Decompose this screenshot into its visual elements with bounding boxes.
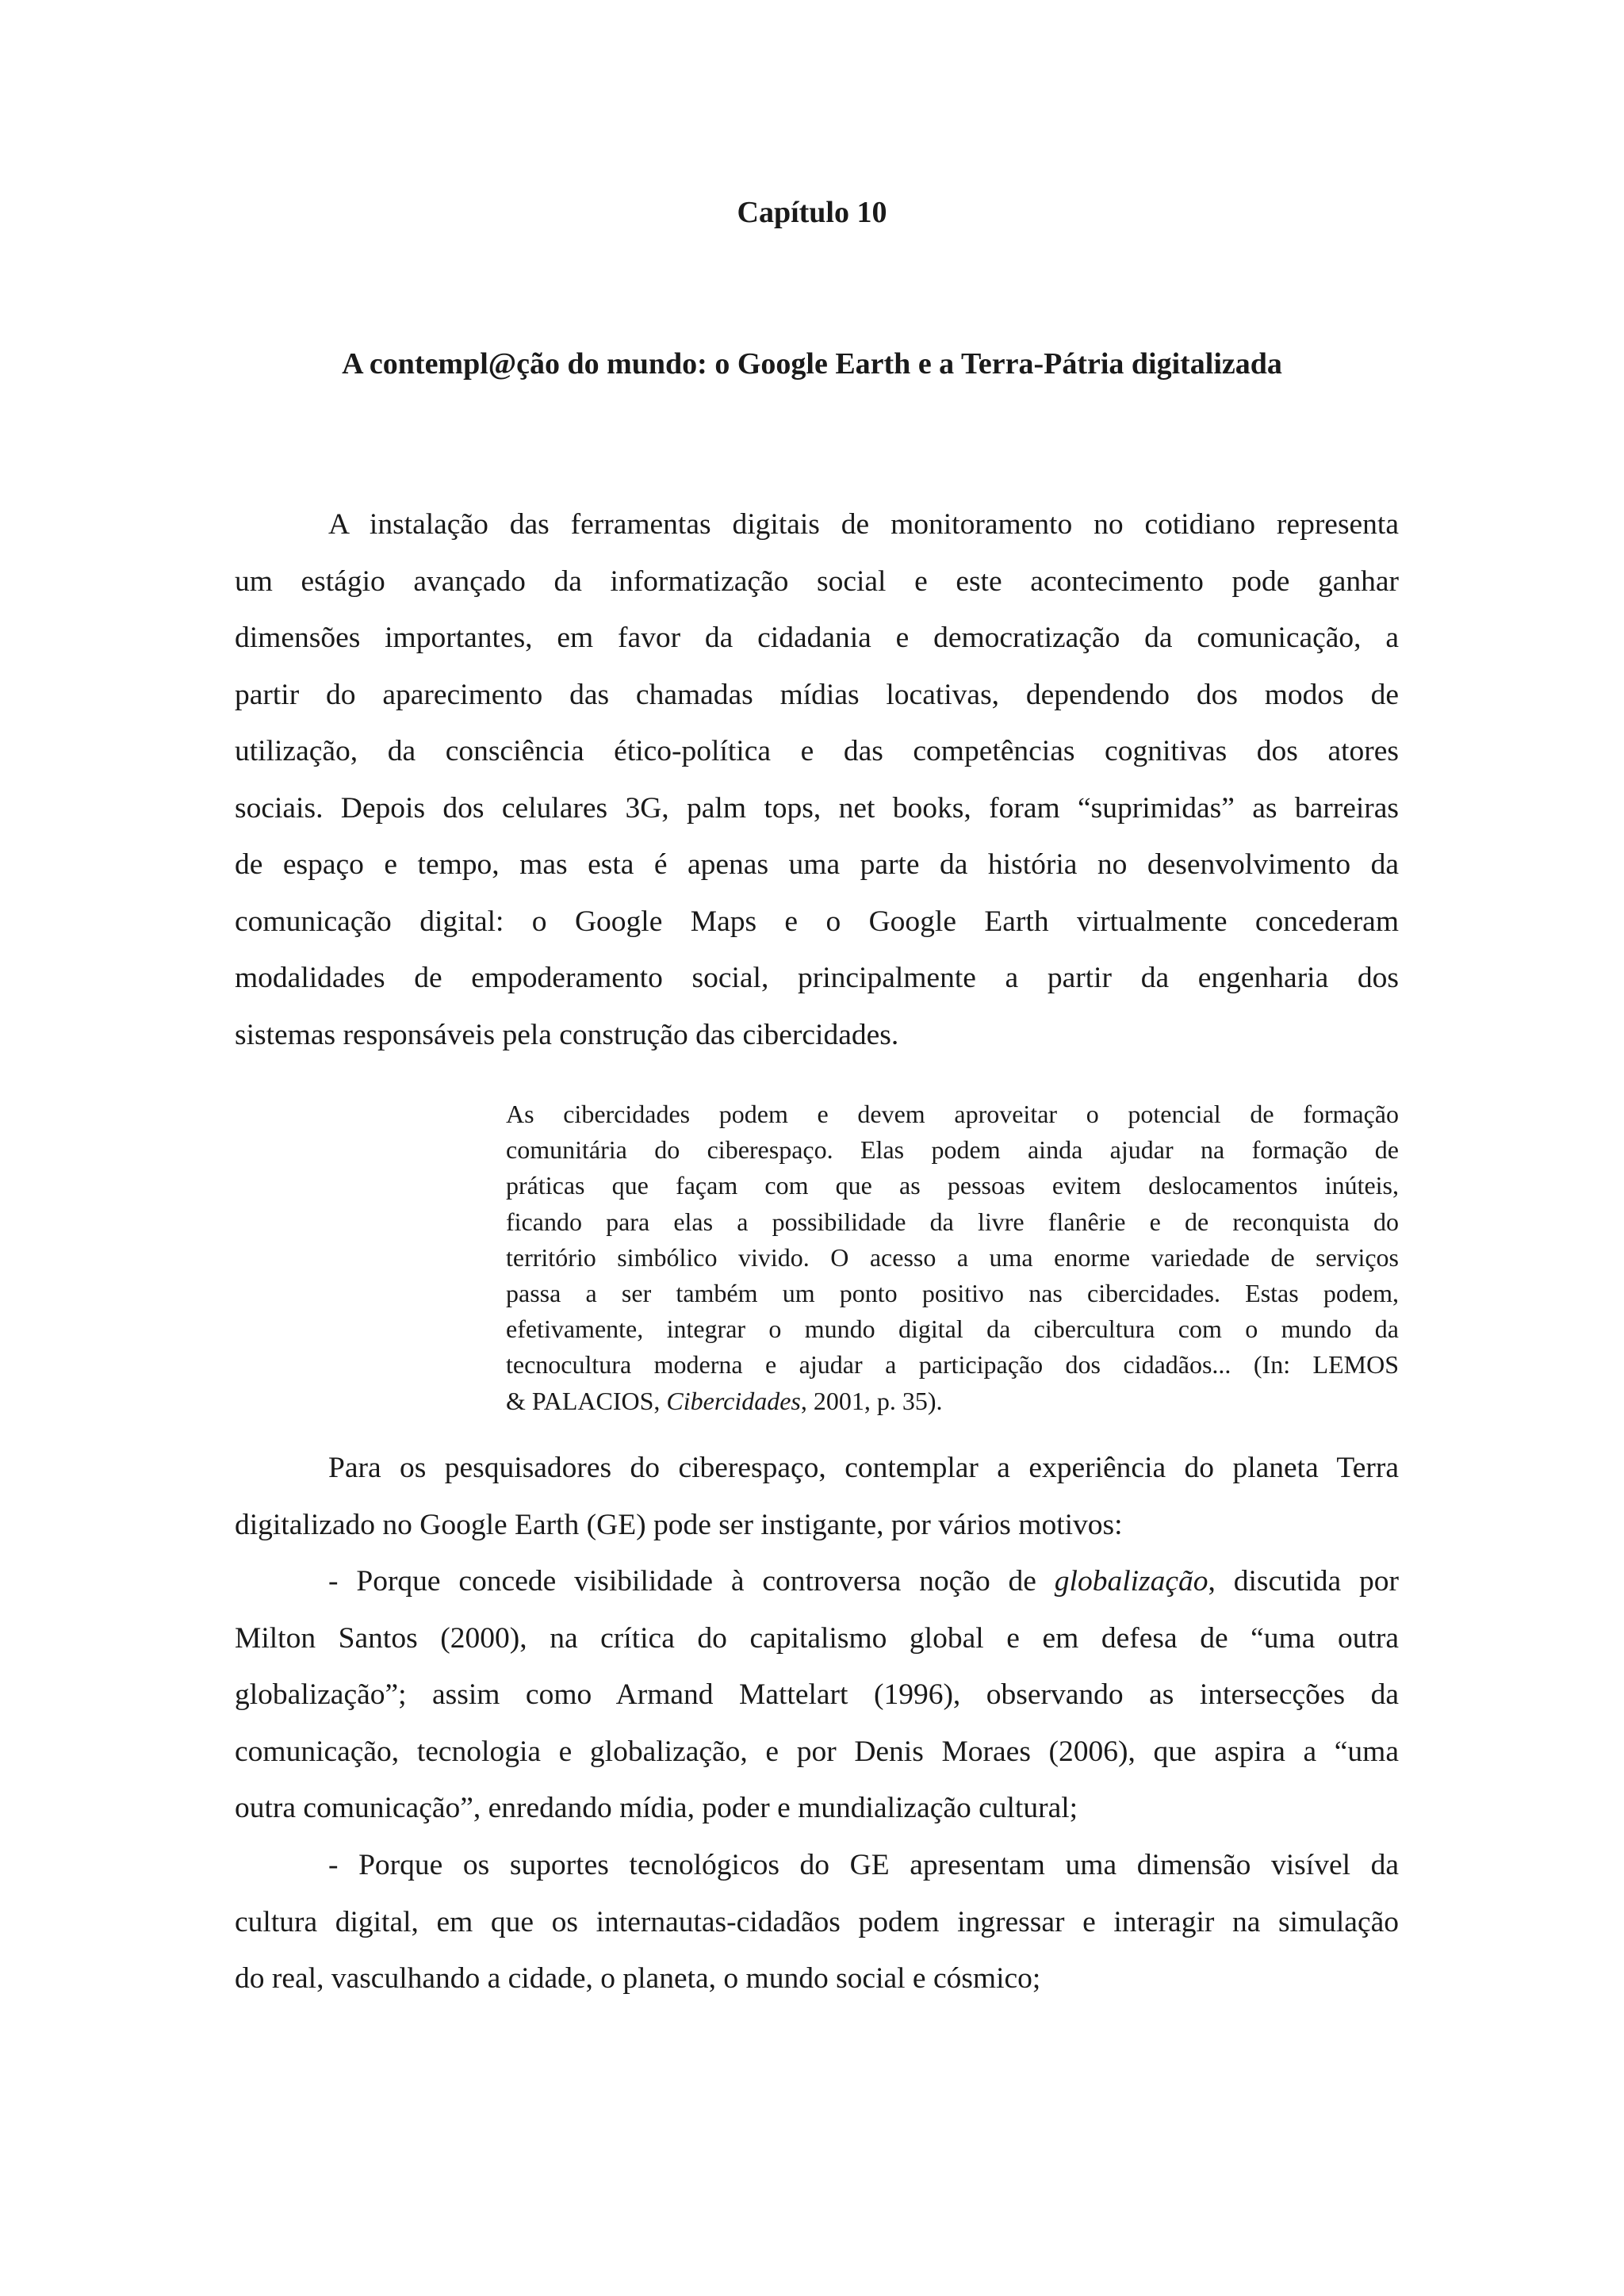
text-line: comunicação, tecnologia e globalização, e por Denis Moraes (2006), que aspira a “uma [235,1735,1399,1768]
text-line [235,1553,1399,1610]
quote-line: tecnocultura moderna e ajudar a participação dos cidadãos... (In: LEMOS [506,1350,1399,1380]
paragraph-intro [235,496,1399,1063]
chapter-title: A contempl@ção do mundo: o Google Earth e a Terra-Pátria digitalizada [342,347,1282,381]
quote-line: território simbólico vivido. O acesso a uma enorme variedade de serviços [506,1242,1399,1272]
emphasis-term: globalização [1054,1565,1208,1598]
chapter-label: Capítulo 10 [737,196,887,229]
quote-line: passa a ser também um ponto positivo nas cibercidades. Estas podem, [506,1278,1399,1307]
citation-book-title: Cibercidades [666,1386,801,1415]
text-line: cultura digital, em que os internautas-cidadãos podem ingressar e interagir na simulação [235,1905,1399,1938]
text-line: Para os pesquisadores do ciberespaço, contemplar a experiência do planeta Terra [328,1452,1399,1484]
block-quote [506,1096,1399,1419]
text-segment: , discutida por [1208,1565,1399,1598]
text-line: do real, vasculhando a cidade, o planeta, o mundo social e cósmico; [235,1962,1041,1995]
text-line: de espaço e tempo, mas esta é apenas uma parte da história no desenvolvimento da [235,848,1399,881]
text-line: outra comunicação”, enredando mídia, poder e mundialização cultural; [235,1792,1078,1824]
bullet-globalization [235,1553,1399,1837]
text-line: um estágio avançado da informatização social e este acontecimento pode ganhar [235,564,1399,598]
text-line: modalidades de empoderamento social, principalmente a partir da engenharia dos [235,962,1399,994]
paragraph-researchers [235,1440,1399,1553]
text-line: - Porque os suportes tecnológicos do GE apresentam uma dimensão visível da [328,1849,1399,1881]
text-line: comunicação digital: o Google Maps e o Google Earth virtualmente concederam [235,905,1399,938]
quote-line: ficando para elas a possibilidade da livre flanêrie e de reconquista do [506,1207,1399,1236]
citation-text: , 2001, p. 35). [800,1386,943,1415]
text-line: A instalação das ferramentas digitais de monitoramento no cotidiano representa [328,508,1399,541]
text-segment: - Porque concede visibilidade à controversa noção de [328,1565,1055,1598]
text-line: globalização”; assim como Armand Mattelart (1996), observando as intersecções da [235,1678,1399,1711]
text-line: Milton Santos (2000), na crítica do capitalismo global e em defesa de “uma outra [235,1621,1399,1655]
text-line: digitalizado no Google Earth (GE) pode ser instigante, por vários motivos: [235,1508,1123,1541]
quote-line: práticas que façam com que as pessoas evitem deslocamentos inúteis, [506,1171,1399,1200]
text-line: dimensões importantes, em favor da cidadania e democratização da comunicação, a [235,622,1399,654]
bullet-digital-culture [235,1837,1399,2007]
quote-line: efetivamente, integrar o mundo digital da cibercultura com o mundo da [506,1314,1399,1344]
quote-line: comunitária do ciberespaço. Elas podem ainda ajudar na formação de [506,1135,1399,1165]
quote-citation-line [506,1383,1399,1419]
text-line: sistemas responsáveis pela construção das cibercidades. [235,1018,899,1051]
text-line: utilização, da consciência ético-política e das competências cognitivas dos atores [235,735,1399,767]
text-line: partir do aparecimento das chamadas mídias locativas, dependendo dos modos de [235,678,1399,711]
quote-line: As cibercidades podem e devem aproveitar o potencial de formação [506,1100,1399,1128]
citation-text: & PALACIOS, [506,1386,667,1415]
text-line: sociais. Depois dos celulares 3G, palm tops, net books, foram “suprimidas” as barreiras [235,791,1399,825]
